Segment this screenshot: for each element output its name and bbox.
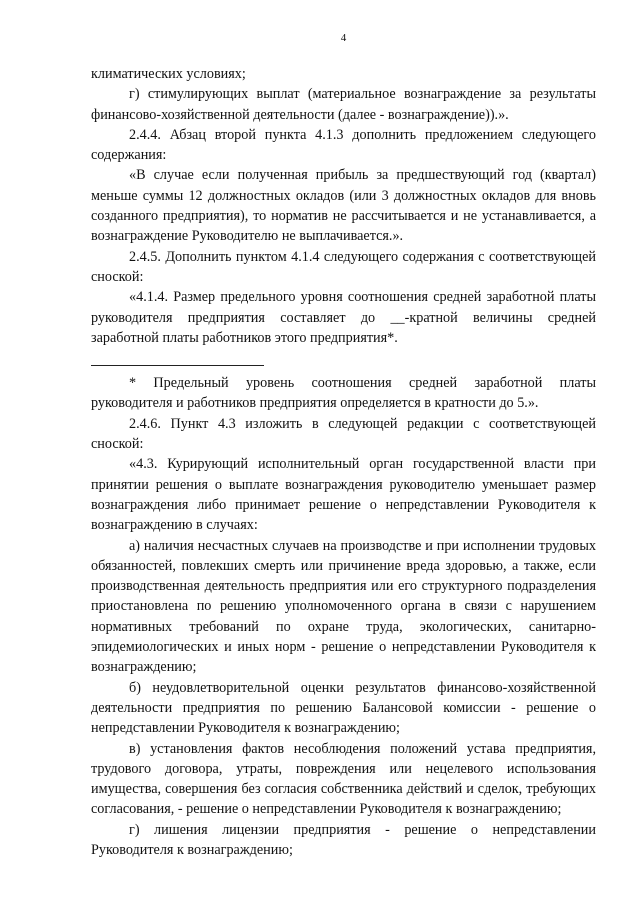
paragraph-4-1-4-quote: «4.1.4. Размер предельного уровня соотношения средней заработной платы руководителя предприятия составляет до __-кратной величины средней заработной платы работников этого предприятия*. (91, 289, 596, 346)
paragraph-item-a: а) наличия несчастных случаев на производстве и при исполнении трудовых обязанностей, повлекших смерть или причинение вреда здоровью, а также, если производственная деятельность предприятия или его структурного подразделения приостановлена по решению уполномоченного органа в связи с нарушением нормативных требований по охране труда, экологических, санитарно-эпидемиологических и иных норм - решение о непредставлении Руководителя к вознаграждению; (91, 537, 596, 676)
document-body (91, 64, 596, 860)
footnote-separator (91, 365, 264, 366)
paragraph-climate-conditions: климатических условиях; (91, 66, 246, 82)
paragraph-2-4-5: 2.4.5. Дополнить пунктом 4.1.4 следующего содержания с соответствующей сноской: (91, 248, 596, 285)
paragraph-profit-quote: «В случае если полученная прибыль за предшествующий год (квартал) меньше суммы 12 должностных окладов (или 3 должностных окладов для вновь созданного предприятия), то норматив не рассчитывается и не устанавливается, а вознаграждение Руководителю не выплачивается.». (91, 167, 596, 245)
footnote-text: * Предельный уровень соотношения средней заработной платы руководителя и работников предприятия определяется в кратности до 5.». (91, 375, 596, 412)
paragraph-item-g-license: г) лишения лицензии предприятия - решение о непредставлении Руководителя к вознаграждению; (91, 821, 596, 858)
paragraph-item-v: в) установления фактов несоблюдения положений устава предприятия, трудового договора, утраты, повреждения или нецелевого использования имущества, совершения без согласия собственника действий и сделок, требующих согласования, - решение о непредставлении Руководителя к вознаграждению; (91, 740, 596, 818)
paragraph-4-3-quote: «4.3. Курирующий исполнительный орган государственной власти при принятии решения о выплате вознаграждения руководителю уменьшает размер вознаграждения либо принимает решение о непредставлении Руководителя к вознаграждению в случаях: (91, 456, 596, 534)
paragraph-2-4-4: 2.4.4. Абзац второй пункта 4.1.3 дополнить предложением следующего содержания: (91, 126, 596, 164)
paragraph-item-b: б) неудовлетворительной оценки результатов финансово-хозяйственной деятельности предприятия по решению Балансовой комиссии - решение о непредставлении Руководителя к вознаграждению; (91, 679, 596, 737)
paragraph-2-4-6: 2.4.6. Пункт 4.3 изложить в следующей редакции с соответствующей сноской: (91, 415, 596, 453)
paragraph-item-g-incentive-payments: г) стимулирующих выплат (материальное вознаграждение за результаты финансово-хозяйственной деятельности (далее - вознаграждение)).». (91, 86, 596, 123)
page-number: 4 (340, 32, 347, 44)
